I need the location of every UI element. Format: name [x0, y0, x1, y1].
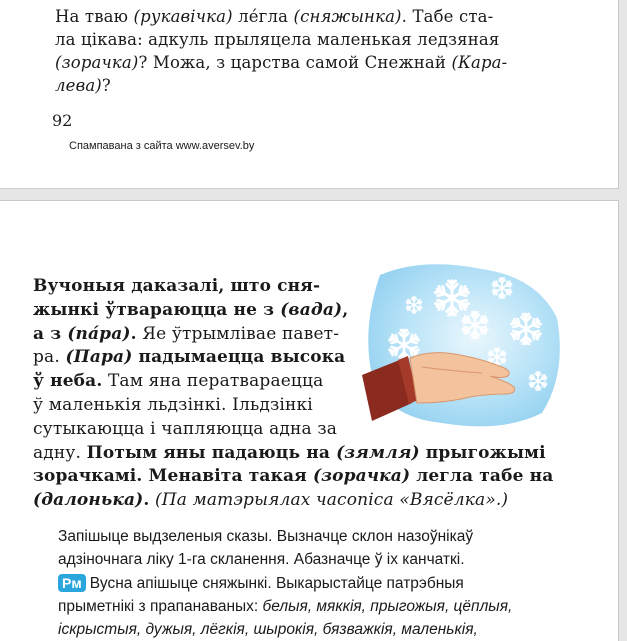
- text-line: (зорачка)? Можа, з царства самой Снежнай (Кара-: [55, 53, 508, 72]
- top-paragraph: [55, 5, 585, 97]
- page-number: 92: [52, 111, 73, 130]
- text-line: Запішыце выдзеленыя сказы. Вызначце склон назоўнікаў: [58, 528, 474, 545]
- text-line: Вучоныя даказалі, што сня-: [33, 276, 321, 296]
- text-line: жынкі ўтвараюцца не з (вада),: [33, 299, 349, 320]
- text-line: адну. Потым яны падаюць на (зямля) прыгожымі: [33, 442, 546, 463]
- text-line: ў маленькія льдзінкі. Ільдзінкі: [33, 394, 313, 415]
- text-line: ла цікава: адкуль прыляцела маленькая ледзяная: [55, 30, 500, 49]
- text-line: адзіночнага ліку 1-га скланення. Абазначце ў іх канчаткі.: [58, 551, 465, 568]
- speech-development-badge: Рм: [58, 574, 86, 592]
- task-instruction: [58, 525, 473, 571]
- main-paragraph: [33, 275, 553, 513]
- text-line: а з (па́ра). Яе ўтрымлівае павет-: [33, 323, 340, 344]
- text-line: ра. (Пара) падымаецца высока: [33, 347, 346, 368]
- text-line: Рм Вусна апішыце сняжынкі. Выкарыстайце патрэбныя: [58, 572, 512, 595]
- text-line: сутыкаюцца і чапляюцца адна за: [33, 418, 338, 439]
- text-line: прыметнікі з прапанаваных: белыя, мяккія, прыгожыя, цёплыя,: [58, 598, 513, 615]
- text-line: іскрыстыя, дужыя, лёгкія, шырокія, бязважкія, маленькія,: [58, 621, 478, 638]
- text-line: лева)?: [55, 76, 111, 95]
- text-line: зорачкамі. Менавіта такая (зорачка) легла табе на: [33, 466, 554, 487]
- text-line: (далонька). (Па матэрыялах часопіса «Вясёлка».): [33, 490, 509, 511]
- page-top: [0, 0, 619, 189]
- task-instruction-speech: [58, 572, 512, 641]
- text-line: На тваю (рукавічка) ле́гла (сняжынка). Табе ста-: [55, 7, 494, 26]
- text-line: ў неба. Там яна ператвараецца: [33, 371, 324, 392]
- source-note: Спампавана з сайта www.aversev.by: [69, 140, 255, 152]
